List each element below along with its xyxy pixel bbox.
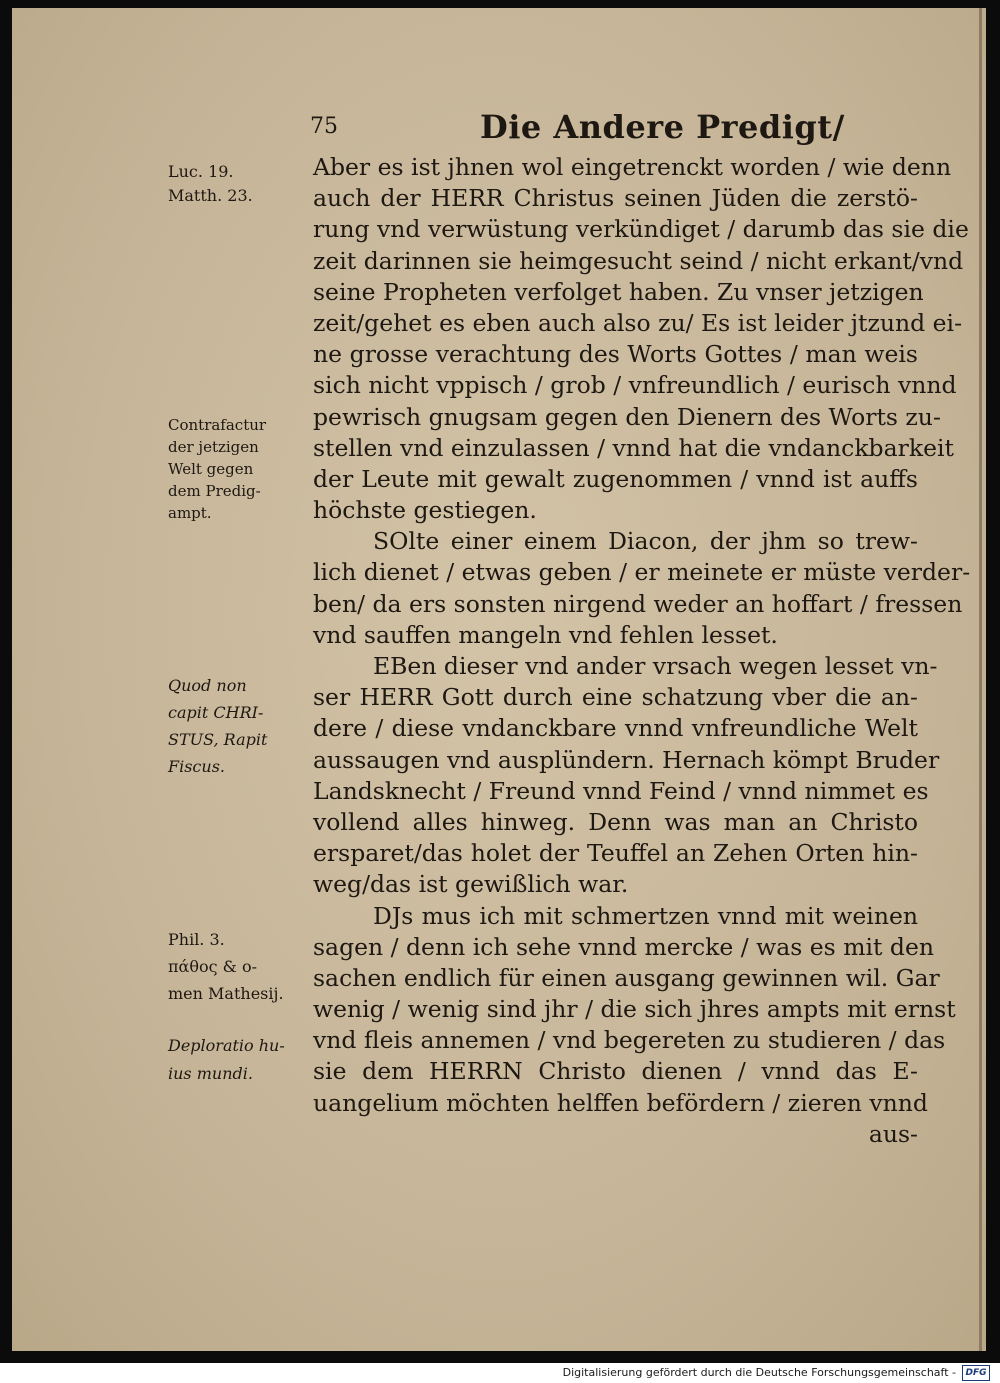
text-line: stellen vnd einzulassen / vnnd hat die vndanckbarkeit — [313, 433, 954, 462]
text-line: ersparet/das holet der Teuffel an Zehen Orten hin- — [313, 839, 918, 868]
dfg-logo: DFG — [962, 1365, 990, 1381]
marginal-line: der jetzigen — [168, 438, 259, 456]
text-line: uangelium möchten helffen befördern / zieren vnnd — [313, 1088, 928, 1117]
text-line: sagen / denn ich sehe vnnd mercke / was es mit den — [313, 932, 935, 961]
marginal-line: ampt. — [168, 504, 212, 522]
marginal-line: Luc. 19. — [168, 162, 234, 181]
marginal-line: Quod non — [168, 676, 247, 695]
body-text — [313, 152, 971, 1150]
paragraph-start: DJs mus ich mit schmertzen vnnd mit weinen — [373, 901, 918, 930]
page-edge — [979, 8, 982, 1351]
marginal-note-contrafactur — [168, 414, 298, 524]
marginal-line: STUS, Rapit — [168, 730, 268, 749]
text-line: höchste gestiegen. — [313, 496, 537, 525]
marginal-line: ius mundi. — [168, 1064, 253, 1083]
marginal-note-luc-matth — [168, 160, 298, 208]
text-line: Landsknecht / Freund vnnd Feind / vnnd nimmet es — [313, 776, 929, 805]
text-line: weg/das ist gewißlich war. — [313, 870, 629, 899]
marginal-line: Contrafactur — [168, 416, 267, 434]
marginal-line: men Mathesij. — [168, 984, 284, 1003]
text-line: vnd fleis annemen / vnd begereten zu studieren / das — [313, 1026, 946, 1055]
page-number: 75 — [310, 114, 338, 139]
text-line: dere / diese vndanckbare vnnd vnfreundliche Welt — [313, 714, 918, 743]
marginal-line: dem Predig- — [168, 482, 261, 500]
text-line: sachen endlich für einen ausgang gewinnen wil. Gar — [313, 963, 940, 992]
text-line: auch der HERR Christus seinen Jüden die zerstö- — [313, 184, 918, 213]
marginal-line: πάθος & o- — [168, 957, 257, 976]
marginal-note-phil — [168, 926, 298, 1007]
marginal-line: Fiscus. — [168, 757, 225, 776]
marginal-note-quod-non-capit — [168, 672, 298, 780]
marginal-line: capit CHRI- — [168, 703, 264, 722]
marginal-line: Phil. 3. — [168, 930, 225, 949]
text-line: lich dienet / etwas geben / er meinete er müste verder- — [313, 558, 971, 587]
running-title: Die Andere Predigt/ — [480, 108, 845, 146]
text-line: zeit/gehet es eben auch also zu/ Es ist leider jtzund ei- — [313, 308, 963, 337]
paragraph-start: EBen dieser vnd ander vrsach wegen lesset vn- — [373, 652, 938, 680]
text-line: Aber es ist jhnen wol eingetrenckt worden / wie denn — [313, 153, 952, 181]
running-head — [310, 108, 910, 148]
text-line: vollend alles hinweg. Denn was man an Christo — [313, 807, 918, 836]
text-line: aussaugen vnd ausplündern. Hernach kömpt Bruder — [313, 745, 940, 774]
text-line: ne grosse verachtung des Worts Gottes / man weis — [313, 340, 918, 369]
marginal-line: Welt gegen — [168, 460, 254, 478]
text-line: rung vnd verwüstung verkündiget / darumb das sie die — [313, 215, 969, 244]
marginal-line: Matth. 23. — [168, 186, 253, 205]
marginal-line: Deploratio hu- — [168, 1036, 285, 1055]
text-line: ben/ da ers sonsten nirgend weder an hoffart / fressen — [313, 589, 963, 618]
text-line: pewrisch gnugsam gegen den Dienern des Worts zu- — [313, 402, 941, 431]
footer-credit: Digitalisierung gefördert durch die Deutsche Forschungsgemeinschaft - — [562, 1366, 956, 1379]
catchword: aus- — [868, 1119, 918, 1148]
text-line: der Leute mit gewalt zugenommen / vnnd ist auffs — [313, 464, 918, 493]
marginal-note-deploratio — [168, 1032, 298, 1088]
text-line: zeit darinnen sie heimgesucht seind / nicht erkant/vnd — [313, 246, 964, 275]
text-line: vnd sauffen mangeln vnd fehlen lesset. — [313, 620, 778, 649]
text-line: seine Propheten verfolget haben. Zu vnser jetzigen — [313, 277, 924, 306]
text-line: wenig / wenig sind jhr / die sich jhres ampts mit ernst — [313, 995, 956, 1024]
paragraph-start: SOlte einer einem Diacon, der jhm so trew- — [373, 527, 918, 556]
text-line: sie dem HERRN Christo dienen / vnnd das E- — [313, 1057, 918, 1086]
text-line: ser HERR Gott durch eine schatzung vber die an- — [313, 683, 918, 712]
text-line: sich nicht vppisch / grob / vnfreundlich / eurisch vnnd — [313, 371, 957, 400]
